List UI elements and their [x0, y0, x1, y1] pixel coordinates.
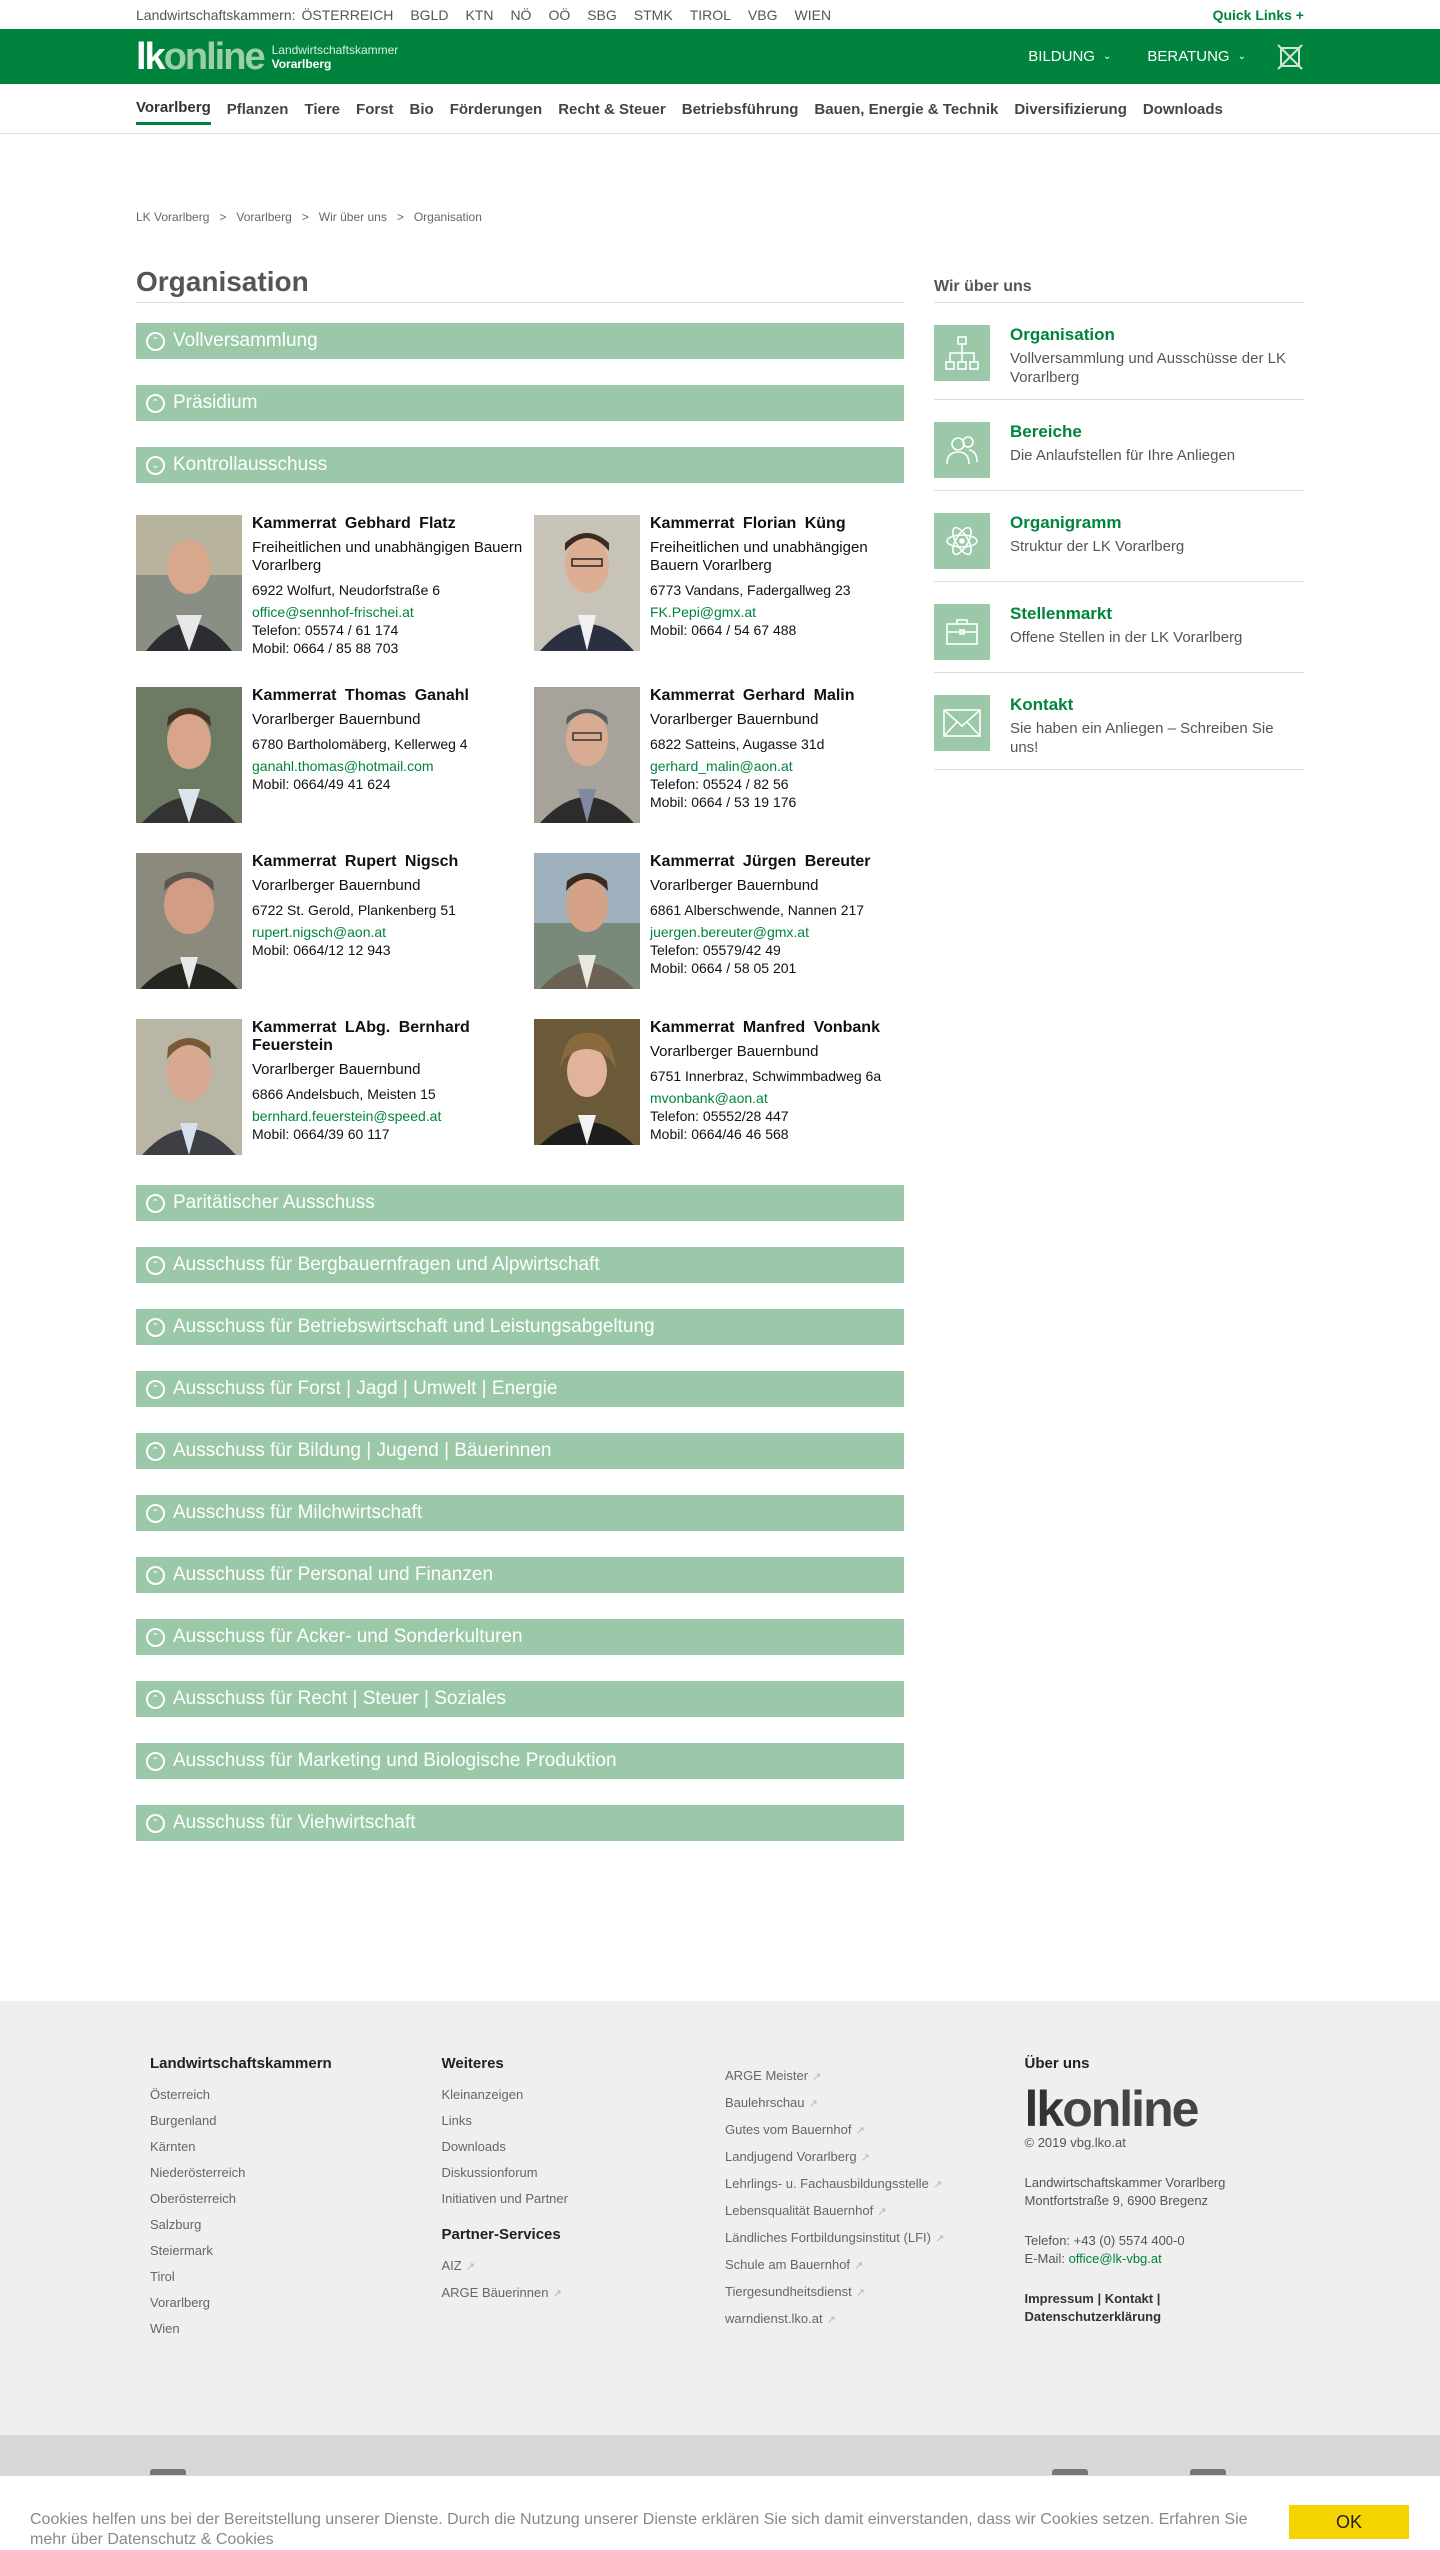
mainnav-pflanzen[interactable]: Pflanzen — [226, 100, 289, 118]
footer-logo-lk: lk — [1024, 2081, 1063, 2137]
footer-link-label: Baulehrschau — [725, 2095, 805, 2110]
external-link-icon: ↗ — [877, 2206, 887, 2218]
briefcase-icon — [934, 604, 990, 660]
accordion-praesidium[interactable] — [136, 385, 904, 421]
chevron-circle-icon: ⌃ — [146, 1628, 165, 1647]
footer-link[interactable]: Tirol — [150, 2269, 175, 2284]
footer-col-title: Weiteres — [441, 2055, 504, 2072]
footer-link[interactable]: Initiativen und Partner — [441, 2191, 568, 2206]
sidebar — [934, 266, 1304, 1841]
footer-legal-line2[interactable]: Datenschutzerklärung — [1024, 2309, 1162, 2324]
member-phone: Telefon: 05552/28 447 — [650, 1108, 789, 1124]
footer-link-external[interactable] — [725, 2252, 1024, 2279]
footer-link[interactable]: Österreich — [150, 2087, 210, 2102]
footer-link-label: Ländliches Fortbildungsinstitut (LFI) — [725, 2230, 931, 2245]
member-organisation: Vorarlberger Bauernbund — [650, 877, 819, 894]
footer-email-label: E-Mail: — [1024, 2251, 1065, 2266]
footer-link-external[interactable] — [725, 2198, 1024, 2225]
logo-subtitle — [272, 43, 399, 71]
member-card — [136, 687, 534, 823]
chevron-down-icon: ⌄ — [1102, 51, 1112, 62]
accordion-bildung-jugend[interactable] — [136, 1433, 904, 1469]
member-mobile: Mobil: 0664 / 85 88 703 — [252, 640, 399, 656]
breadcrumb-current: Organisation — [413, 210, 482, 224]
state-link-oesterreich[interactable]: ÖSTERREICH — [301, 6, 394, 23]
footer-col-title: Landwirtschaftskammern — [150, 2055, 332, 2072]
member-mobile: Mobil: 0664/49 41 624 — [252, 776, 391, 792]
people-icon — [934, 422, 990, 478]
external-link-icon: ↗ — [932, 2179, 943, 2191]
accordion-label: Ausschuss für Bildung | Jugend | Bäuerinnen — [173, 1440, 552, 1461]
accordion-viehwirtschaft[interactable] — [136, 1805, 904, 1841]
logo-online: online — [163, 35, 264, 78]
state-link-tirol[interactable]: TIROL — [689, 6, 731, 23]
member-name: Kammerrat Gerhard Malin — [650, 687, 855, 704]
cookie-ok-button[interactable]: OK — [1289, 2505, 1409, 2539]
sidebar-title: Wir über uns — [934, 278, 1304, 303]
sidebar-item-title: Organigramm — [1010, 513, 1122, 532]
org-chart-icon — [934, 325, 990, 381]
member-organisation: Vorarlberger Bauernbund — [650, 711, 819, 728]
chevron-circle-icon: ⌃ — [146, 1194, 165, 1213]
mainnav-bio[interactable]: Bio — [409, 100, 434, 118]
logo-sub-line2: Vorarlberg — [271, 56, 332, 71]
footer-link-label: AIZ — [441, 2258, 462, 2273]
external-link-icon: ↗ — [860, 2152, 870, 2164]
member-name: Kammerrat Rupert Nigsch — [252, 853, 459, 870]
footer-link-external[interactable] — [725, 2090, 1024, 2117]
chevron-circle-icon: ⌃ — [146, 1380, 165, 1399]
member-mobile: Mobil: 0664 / 58 05 201 — [650, 960, 797, 976]
mainnav-bauen-energie-technik[interactable]: Bauen, Energie & Technik — [814, 100, 999, 118]
mainnav-betriebsfuehrung[interactable]: Betriebsführung — [681, 100, 799, 118]
external-link-icon: ↗ — [552, 2288, 562, 2300]
footer-street: Montfortstraße 9, 6900 Bregenz — [1024, 2193, 1209, 2208]
footer-link-label: Gutes vom Bauernhof — [725, 2122, 852, 2137]
sidebar-item-stellenmarkt[interactable] — [934, 582, 1304, 673]
accordion-kontrollausschuss[interactable] — [136, 447, 904, 483]
external-link-icon: ↗ — [826, 2314, 836, 2326]
breadcrumb-separator: > — [301, 210, 309, 224]
external-link-icon: ↗ — [855, 2287, 865, 2299]
footer-email-link[interactable]: office@lk-vbg.at — [1068, 2251, 1162, 2266]
top-bar — [0, 0, 1440, 29]
footer-link[interactable]: Oberösterreich — [150, 2191, 236, 2206]
member-mobile: Mobil: 0664 / 53 19 176 — [650, 794, 797, 810]
member-info — [252, 853, 458, 989]
sidebar-item-title: Kontakt — [1010, 695, 1074, 714]
state-link-vbg[interactable]: VBG — [747, 6, 778, 23]
site-footer — [0, 2001, 1440, 2435]
accordion-bergbauernfragen[interactable] — [136, 1247, 904, 1283]
member-list — [136, 515, 904, 1185]
member-info — [650, 1019, 881, 1155]
footer-link-external[interactable] — [725, 2225, 1024, 2252]
main-column — [136, 266, 904, 1841]
breadcrumb-separator: > — [396, 210, 404, 224]
footer-link[interactable]: Wien — [150, 2321, 180, 2336]
member-organisation: Vorarlberger Bauernbund — [252, 711, 421, 728]
member-address: 6722 St. Gerold, Plankenberg 51 — [252, 902, 456, 918]
footer-link[interactable]: Niederösterreich — [150, 2165, 246, 2180]
chambers-label: Landwirtschaftskammern: — [136, 6, 296, 23]
footer-link-label: Lehrlings- u. Fachausbildungsstelle — [725, 2176, 929, 2191]
chevron-circle-icon: ⌃ — [146, 1442, 165, 1461]
footer-link-external[interactable] — [442, 2253, 726, 2280]
sidebar-item-title: Organisation — [1010, 325, 1115, 344]
envelope-icon — [934, 695, 990, 751]
external-link-icon: ↗ — [812, 2071, 822, 2083]
site-header — [0, 29, 1440, 84]
member-organisation: Vorarlberger Bauernbund — [252, 877, 421, 894]
member-card — [534, 687, 904, 823]
accordion-label: Ausschuss für Personal und Finanzen — [173, 1564, 494, 1585]
footer-link-label: Landjugend Vorarlberg — [725, 2149, 857, 2164]
footer-email-line — [1025, 2250, 1305, 2268]
state-link-wien[interactable]: WIEN — [794, 6, 832, 23]
member-info — [252, 1019, 534, 1155]
member-photo — [136, 1019, 242, 1155]
chevron-circle-icon: ⌃ — [146, 1566, 165, 1585]
accordion-marketing-bio[interactable] — [136, 1743, 904, 1779]
member-address: 6866 Andelsbuch, Meisten 15 — [252, 1086, 436, 1102]
footer-phone: Telefon: +43 (0) 5574 400-0 — [1024, 2233, 1185, 2248]
external-link-icon: ↗ — [465, 2261, 475, 2273]
member-name: Kammerrat Thomas Ganahl — [252, 687, 469, 704]
sidebar-item-text: Die Anlaufstellen für Ihre Anliegen — [1010, 447, 1236, 464]
member-mobile: Mobil: 0664/39 60 117 — [252, 1126, 390, 1142]
nav-beratung[interactable] — [1147, 48, 1246, 65]
footer-link[interactable]: Burgenland — [150, 2113, 217, 2128]
member-mobile: Mobil: 0664/12 12 943 — [252, 942, 391, 958]
member-card — [136, 1019, 534, 1155]
member-info — [650, 687, 855, 823]
member-phone: Telefon: 05579/42 49 — [650, 942, 781, 958]
member-name: Kammerrat LAbg. Bernhard Feuerstein — [252, 1019, 470, 1054]
footer-link-external[interactable] — [725, 2063, 1024, 2090]
sidebar-item-text: Offene Stellen in der LK Vorarlberg — [1010, 629, 1243, 646]
accordion-label: Ausschuss für Betriebswirtschaft und Leistungsabgeltung — [173, 1316, 655, 1337]
sidebar-item-title: Bereiche — [1010, 422, 1082, 441]
member-email-link[interactable]: ganahl.thomas@hotmail.com — [252, 758, 434, 774]
accordion-label: Paritätischer Ausschuss — [173, 1192, 375, 1213]
footer-link-label: Lebensqualität Bauernhof — [725, 2203, 874, 2218]
breadcrumb-lk-vorarlberg[interactable]: LK Vorarlberg — [136, 210, 210, 224]
crossed-box-icon[interactable] — [1276, 43, 1304, 71]
member-mobile: Mobil: 0664 / 54 67 488 — [650, 622, 797, 638]
member-email-link[interactable]: mvonbank@aon.at — [650, 1090, 768, 1106]
nav-bildung-label: BILDUNG — [1028, 48, 1095, 65]
footer-link-label: ARGE Bäuerinnen — [441, 2285, 549, 2300]
member-info — [650, 853, 871, 989]
logo-sub-line1: Landwirtschaftskammer — [271, 42, 399, 57]
sidebar-item-bereiche[interactable] — [934, 400, 1304, 491]
member-photo — [534, 515, 640, 651]
member-card — [534, 1019, 904, 1155]
footer-copyright: © 2019 vbg.lko.at — [1024, 2135, 1126, 2150]
footer-link-external[interactable] — [725, 2117, 1024, 2144]
state-link-ktn[interactable]: KTN — [465, 6, 494, 23]
breadcrumb — [136, 210, 1304, 224]
state-link-ooe[interactable]: OÖ — [548, 6, 571, 23]
mainnav-tiere[interactable]: Tiere — [304, 100, 341, 118]
member-email-link[interactable]: FK.Pepi@gmx.at — [650, 604, 757, 620]
member-card — [534, 515, 904, 657]
member-address: 6751 Innerbraz, Schwimmbadweg 6a — [650, 1068, 882, 1084]
page-title: Organisation — [136, 266, 904, 303]
accordion-label: Ausschuss für Recht | Steuer | Soziales — [173, 1688, 507, 1709]
member-address: 6822 Satteins, Augasse 31d — [650, 736, 825, 752]
quick-links-button[interactable]: Quick Links + — [1212, 6, 1304, 23]
member-organisation: Vorarlberger Bauernbund — [650, 1043, 819, 1060]
chevron-circle-icon: ⌃ — [146, 1504, 165, 1523]
accordion-label: Ausschuss für Marketing und Biologische Produktion — [173, 1750, 617, 1771]
accordion-acker-sonderkulturen[interactable] — [136, 1619, 904, 1655]
member-organisation: Freiheitlichen und unabhängigen Bauern Vorarlberg — [252, 539, 523, 574]
cookie-banner — [0, 2475, 1440, 2548]
member-photo — [534, 1019, 640, 1145]
footer-col-title: Über uns — [1024, 2055, 1090, 2072]
member-photo — [136, 515, 242, 651]
footer-link[interactable]: Links — [441, 2113, 472, 2128]
member-address: 6773 Vandans, Fadergallweg 23 — [650, 582, 851, 598]
footer-link-label: Schule am Bauernhof — [725, 2257, 851, 2272]
member-card — [534, 853, 904, 989]
accordion-paritaetischer-ausschuss[interactable] — [136, 1185, 904, 1221]
state-link-stmk[interactable]: STMK — [633, 6, 673, 23]
footer-col-chambers — [150, 2055, 442, 2342]
accordion-label: Ausschuss für Milchwirtschaft — [173, 1502, 423, 1523]
footer-link[interactable]: Downloads — [441, 2139, 506, 2154]
sidebar-item-text: Vollversammlung und Ausschüsse der LK Vorarlberg — [1010, 350, 1286, 386]
sidebar-item-organisation[interactable] — [934, 303, 1304, 400]
footer-col-title: Partner-Services — [441, 2226, 561, 2243]
member-card — [136, 853, 534, 989]
member-name: Kammerrat Florian Küng — [650, 515, 846, 532]
accordion-label: Ausschuss für Viehwirtschaft — [173, 1812, 416, 1833]
accordion-forst-jagd[interactable] — [136, 1371, 904, 1407]
sidebar-item-text: Sie haben ein Anliegen – Schreiben Sie uns! — [1010, 720, 1274, 756]
accordion-recht-steuer-soziales[interactable] — [136, 1681, 904, 1717]
footer-link[interactable]: Vorarlberg — [150, 2295, 210, 2310]
accordion-label: Ausschuss für Acker- und Sonderkulturen — [173, 1626, 523, 1647]
footer-col-partners — [725, 2055, 1024, 2342]
chevron-circle-icon: ⌃ — [146, 1690, 165, 1709]
footer-link[interactable]: Salzburg — [150, 2217, 202, 2232]
footer-link[interactable]: Kleinanzeigen — [441, 2087, 524, 2102]
member-email-link[interactable]: gerhard_malin@aon.at — [650, 758, 793, 774]
member-mobile: Mobil: 0664/46 46 568 — [650, 1126, 789, 1142]
member-photo — [534, 687, 640, 823]
accordion-label: Präsidium — [173, 392, 258, 413]
member-info — [252, 515, 534, 657]
breadcrumb-vorarlberg[interactable]: Vorarlberg — [236, 210, 292, 224]
footer-link[interactable]: Kärnten — [150, 2139, 196, 2154]
member-organisation: Freiheitlichen und unabhängigen Bauern Vorarlberg — [650, 539, 868, 574]
breadcrumb-separator: > — [219, 210, 227, 224]
footer-link-label: Tiergesundheitsdienst — [725, 2284, 852, 2299]
main-nav — [0, 84, 1440, 134]
member-photo — [136, 687, 242, 823]
footer-org-name: Landwirtschaftskammer Vorarlberg — [1024, 2175, 1226, 2190]
footer-link-external[interactable] — [725, 2144, 1024, 2171]
sidebar-item-kontakt[interactable] — [934, 673, 1304, 770]
footer-link[interactable]: Steiermark — [150, 2243, 213, 2258]
atom-icon — [934, 513, 990, 569]
chevron-circle-icon: ⌃ — [146, 1318, 165, 1337]
member-email-link[interactable]: bernhard.feuerstein@speed.at — [252, 1108, 442, 1124]
mainnav-vorarlberg[interactable]: Vorarlberg — [136, 93, 211, 125]
sidebar-item-title: Stellenmarkt — [1010, 604, 1113, 623]
member-info — [252, 687, 469, 823]
member-name: Kammerrat Gebhard Flatz — [252, 515, 456, 532]
sidebar-item-organigramm[interactable] — [934, 491, 1304, 582]
footer-link[interactable]: Diskussionforum — [441, 2165, 538, 2180]
footer-link-external[interactable] — [725, 2306, 1024, 2333]
accordion-vollversammlung[interactable] — [136, 323, 904, 359]
accordion-milchwirtschaft[interactable] — [136, 1495, 904, 1531]
external-link-icon: ↗ — [934, 2233, 945, 2245]
accordion-label: Ausschuss für Forst | Jagd | Umwelt | Energie — [173, 1378, 558, 1399]
chevron-circle-icon: ⌄ — [146, 456, 165, 475]
state-link-sbg[interactable]: SBG — [587, 6, 617, 23]
mainnav-foerderungen[interactable]: Förderungen — [449, 100, 543, 118]
state-link-bgld[interactable]: BGLD — [410, 6, 449, 23]
accordion-betriebswirtschaft[interactable] — [136, 1309, 904, 1345]
footer-link-external[interactable] — [725, 2171, 1024, 2198]
footer-col-weiteres — [442, 2055, 726, 2342]
member-organisation: Vorarlberger Bauernbund — [252, 1061, 421, 1078]
footer-link-label: warndienst.lko.at — [725, 2311, 823, 2326]
site-logo[interactable] — [136, 35, 399, 78]
member-address: 6922 Wolfurt, Neudorfstraße 6 — [252, 582, 441, 598]
member-info — [650, 515, 904, 657]
mainnav-diversifizierung[interactable]: Diversifizierung — [1014, 100, 1127, 118]
footer-legal-line1[interactable]: Impressum | Kontakt | — [1024, 2291, 1161, 2306]
member-name: Kammerrat Jürgen Bereuter — [650, 853, 871, 870]
footer-link-external[interactable] — [725, 2279, 1024, 2306]
external-link-icon: ↗ — [854, 2260, 864, 2272]
member-address: 6861 Alberschwende, Nannen 217 — [650, 902, 865, 918]
chevron-circle-icon: ⌃ — [146, 1752, 165, 1771]
chevron-circle-icon: ⌃ — [146, 394, 165, 413]
footer-link-label: ARGE Meister — [725, 2068, 809, 2083]
member-address: 6780 Bartholomäberg, Kellerweg 4 — [252, 736, 468, 752]
member-name: Kammerrat Manfred Vonbank — [650, 1019, 880, 1036]
mainnav-recht-steuer[interactable]: Recht & Steuer — [558, 100, 666, 118]
state-link-noe[interactable]: NÖ — [510, 6, 532, 23]
member-email-link[interactable]: office@sennhof-frischei.at — [252, 604, 414, 620]
accordion-personal-finanzen[interactable] — [136, 1557, 904, 1593]
external-link-icon: ↗ — [808, 2098, 818, 2110]
member-photo — [136, 853, 242, 989]
chevron-circle-icon: ⌃ — [146, 1256, 165, 1275]
member-photo — [534, 853, 640, 989]
breadcrumb-wir-ueber-uns[interactable]: Wir über uns — [318, 210, 387, 224]
member-email-link[interactable]: juergen.bereuter@gmx.at — [650, 924, 809, 940]
member-phone: Telefon: 05524 / 82 56 — [650, 776, 789, 792]
accordion-label: Kontrollausschuss — [173, 454, 328, 475]
member-email-link[interactable]: rupert.nigsch@aon.at — [252, 924, 387, 940]
external-link-icon: ↗ — [855, 2125, 865, 2137]
chevron-circle-icon: ⌃ — [146, 332, 165, 351]
mainnav-forst[interactable]: Forst — [356, 100, 394, 118]
mainnav-downloads[interactable]: Downloads — [1142, 100, 1223, 118]
member-phone: Telefon: 05574 / 61 174 — [252, 622, 399, 638]
nav-bildung[interactable] — [1028, 48, 1111, 65]
header-nav — [992, 43, 1304, 71]
footer-link-external[interactable] — [442, 2280, 726, 2307]
cookie-text: Cookies helfen uns bei der Bereitstellung unserer Dienste. Durch die Nutzung unserer Dienste erklären Sie sich damit einverstanden, dass wir Cookies setzen. Erfahren Sie mehr über Datenschutz & Cookies — [30, 2511, 1248, 2548]
nav-beratung-label: BERATUNG — [1147, 48, 1230, 65]
footer-col-about — [1025, 2055, 1305, 2342]
chevron-circle-icon: ⌃ — [146, 1814, 165, 1833]
member-card — [136, 515, 534, 657]
accordion-label: Ausschuss für Bergbauernfragen und Alpwirtschaft — [173, 1254, 600, 1275]
footer-logo — [1024, 2081, 1305, 2137]
chevron-down-icon: ⌄ — [1237, 51, 1246, 62]
footer-logo-online: online — [1062, 2081, 1198, 2137]
sidebar-item-text: Struktur der LK Vorarlberg — [1010, 538, 1185, 555]
logo-lk: lk — [136, 35, 164, 78]
accordion-label: Vollversammlung — [173, 330, 318, 351]
